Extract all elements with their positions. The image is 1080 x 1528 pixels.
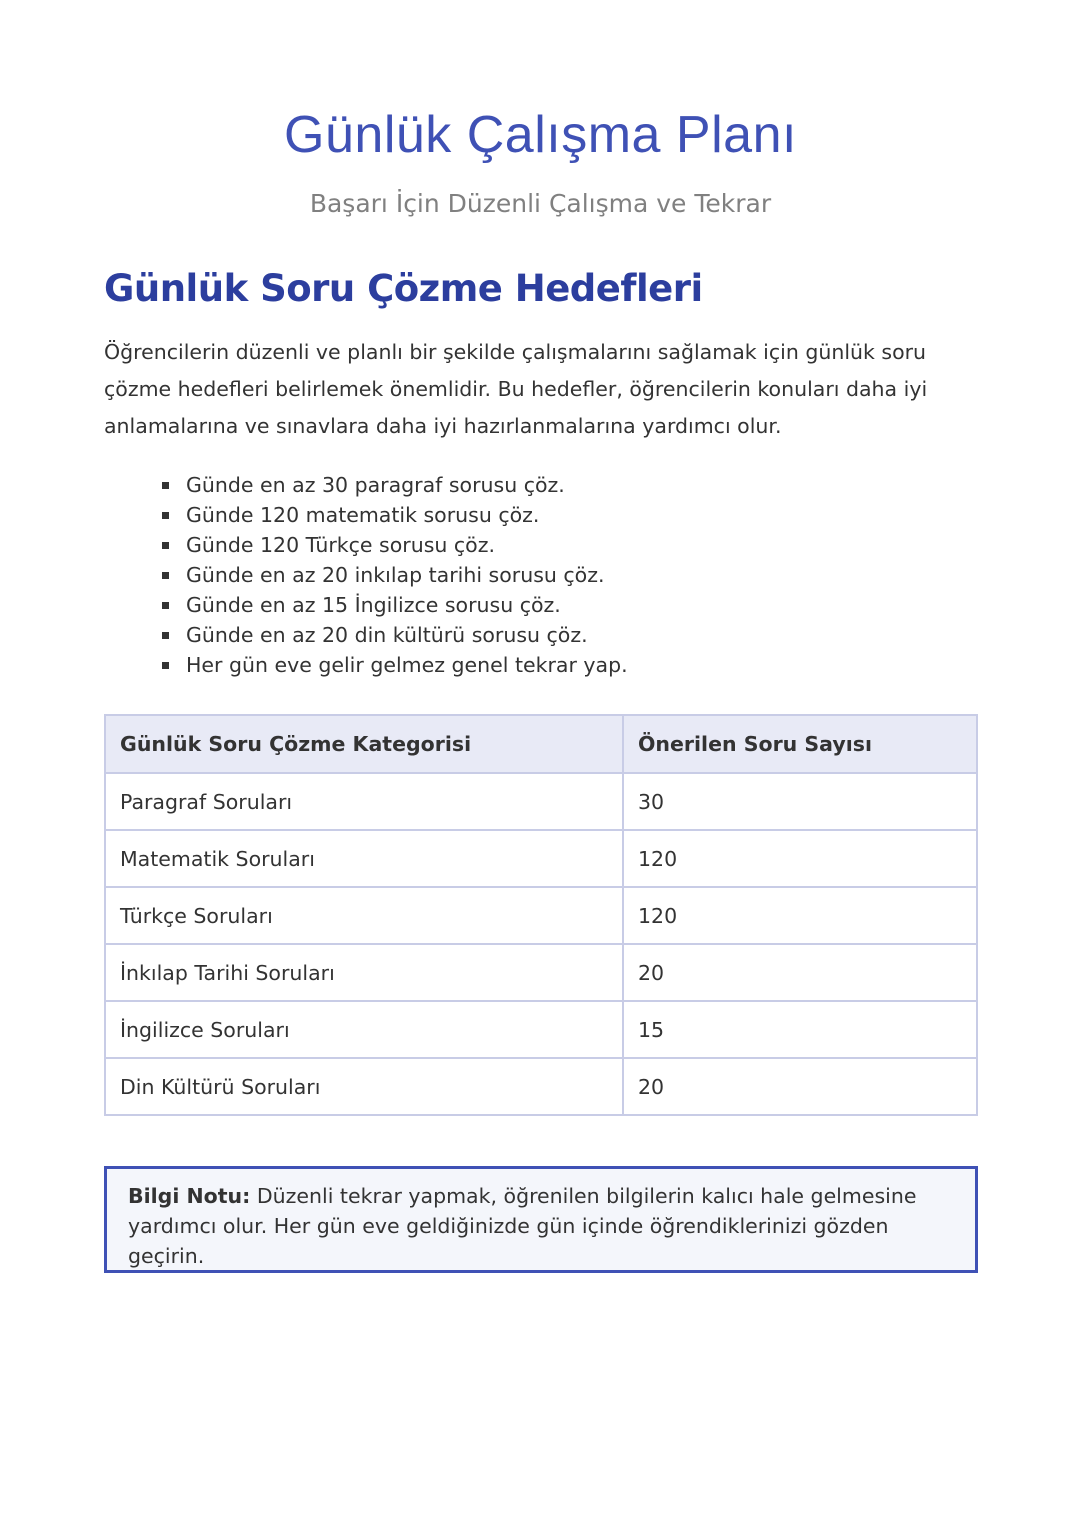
goal-text: Günde en az 20 inkılap tarihi sorusu çöz. <box>186 563 605 587</box>
list-item <box>162 470 628 500</box>
goal-text: Günde 120 matematik sorusu çöz. <box>186 503 540 527</box>
category-cell: Matematik Soruları <box>105 830 623 887</box>
table-row <box>105 773 977 830</box>
table-row <box>105 1001 977 1058</box>
table-row <box>105 944 977 1001</box>
category-cell: İngilizce Soruları <box>105 1001 623 1058</box>
square-bullet-icon <box>162 632 169 639</box>
page-subtitle: Başarı İçin Düzenli Çalışma ve Tekrar <box>309 189 772 218</box>
note-label: Bilgi Notu: <box>128 1184 251 1208</box>
column-header-category: Günlük Soru Çözme Kategorisi <box>105 715 623 773</box>
category-cell: Paragraf Soruları <box>105 773 623 830</box>
category-cell: Türkçe Soruları <box>105 887 623 944</box>
list-item <box>162 590 628 620</box>
count-cell: 15 <box>623 1001 977 1058</box>
goal-text: Günde en az 30 paragraf sorusu çöz. <box>186 473 565 497</box>
category-cell: Din Kültürü Soruları <box>105 1058 623 1115</box>
category-cell: İnkılap Tarihi Soruları <box>105 944 623 1001</box>
list-item <box>162 650 628 680</box>
table-row <box>105 830 977 887</box>
list-item <box>162 560 628 590</box>
column-header-count: Önerilen Soru Sayısı <box>623 715 977 773</box>
count-cell: 120 <box>623 830 977 887</box>
info-note-box <box>104 1166 978 1273</box>
square-bullet-icon <box>162 542 169 549</box>
table-row <box>105 887 977 944</box>
goal-text: Günde en az 20 din kültürü sorusu çöz. <box>186 623 588 647</box>
goal-text: Her gün eve gelir gelmez genel tekrar yap. <box>186 653 628 677</box>
square-bullet-icon <box>162 572 169 579</box>
goals-table <box>104 714 978 1116</box>
square-bullet-icon <box>162 512 169 519</box>
goal-list <box>162 470 628 680</box>
intro-paragraph: Öğrencilerin düzenli ve planlı bir şekilde çalışmalarını sağlamak için günlük soru çözme hedefleri belirlemek önemlidir. Bu hedefler, öğrencilerin konuları daha iyi anlamalarına ve sınavlara daha iyi hazırlanmalarına yardımcı olur. <box>104 340 928 438</box>
goal-text: Günde 120 Türkçe sorusu çöz. <box>186 533 495 557</box>
count-cell: 20 <box>623 944 977 1001</box>
count-cell: 120 <box>623 887 977 944</box>
square-bullet-icon <box>162 602 169 609</box>
table-header-row <box>105 715 977 773</box>
list-item <box>162 530 628 560</box>
square-bullet-icon <box>162 662 169 669</box>
list-item <box>162 500 628 530</box>
list-item <box>162 620 628 650</box>
count-cell: 30 <box>623 773 977 830</box>
note-text: Düzenli tekrar yapmak, öğrenilen bilgilerin kalıcı hale gelmesine yardımcı olur. Her gün eve geldiğinizde gün içinde öğrendiklerinizi gözden geçirin. <box>128 1184 917 1268</box>
page-title: Günlük Çalışma Planı <box>284 106 797 164</box>
table-row <box>105 1058 977 1115</box>
count-cell: 20 <box>623 1058 977 1115</box>
square-bullet-icon <box>162 482 169 489</box>
section-title: Günlük Soru Çözme Hedefleri <box>104 267 703 310</box>
goal-text: Günde en az 15 İngilizce sorusu çöz. <box>186 593 561 617</box>
